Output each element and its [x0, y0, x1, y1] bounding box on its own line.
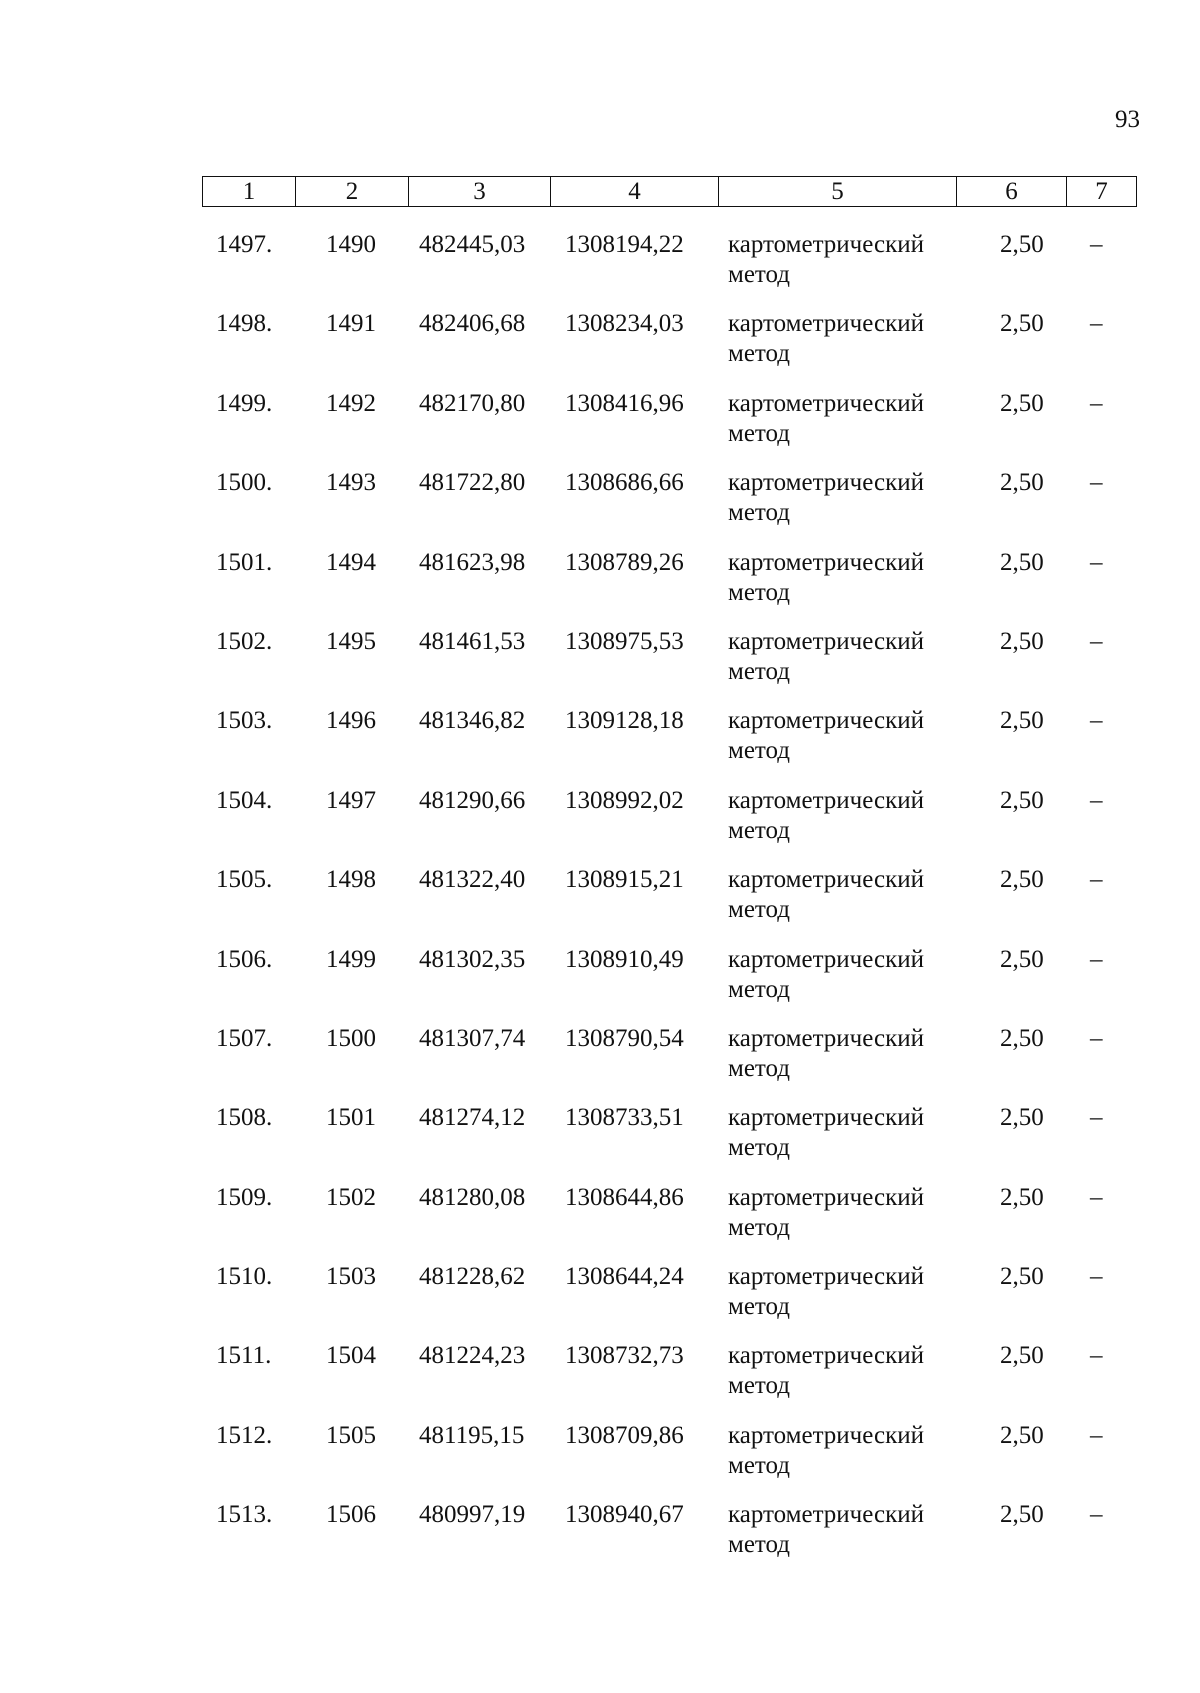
note-cell: –	[1090, 866, 1103, 894]
table-row	[0, 1341, 1200, 1420]
note-cell: –	[1090, 1263, 1103, 1291]
method-cell: картометрический метод	[728, 389, 924, 447]
method-cell: картометрический метод	[728, 310, 924, 368]
table-row	[0, 309, 1200, 388]
note-cell: –	[1090, 1183, 1103, 1211]
accuracy-cell: 2,50	[1000, 231, 1044, 258]
header-cell: 4	[551, 177, 719, 207]
point-number: 1506	[326, 1501, 376, 1529]
table-row	[0, 1183, 1200, 1262]
table-body	[0, 230, 1200, 1580]
note-cell: –	[1090, 627, 1103, 655]
row-number: 1502.	[216, 627, 273, 655]
note-cell: –	[1090, 786, 1103, 814]
point-number: 1492	[326, 389, 376, 417]
note-cell: –	[1090, 231, 1103, 258]
point-number: 1505	[326, 1421, 376, 1449]
method-cell: картометрический метод	[728, 1104, 924, 1162]
header-cell: 7	[1067, 177, 1137, 207]
header-cell: 3	[409, 177, 551, 207]
row-number: 1512.	[216, 1421, 273, 1449]
note-cell: –	[1090, 469, 1103, 497]
coordinate-x: 481274,12	[419, 1104, 526, 1132]
accuracy-cell: 2,50	[1000, 1183, 1044, 1211]
coordinate-y: 1308416,96	[565, 389, 684, 417]
method-cell: картометрический метод	[728, 548, 924, 606]
point-number: 1497	[326, 786, 376, 814]
coordinate-y: 1308940,67	[565, 1501, 684, 1529]
row-number: 1511.	[216, 1342, 272, 1370]
row-number: 1503.	[216, 707, 273, 735]
note-cell: –	[1090, 1104, 1103, 1132]
coordinate-y: 1308234,03	[565, 310, 684, 338]
row-number: 1513.	[216, 1501, 273, 1529]
note-cell: –	[1090, 389, 1103, 417]
point-number: 1502	[326, 1183, 376, 1211]
coordinate-y: 1308733,51	[565, 1104, 684, 1132]
coordinate-y: 1308644,24	[565, 1263, 684, 1291]
row-number: 1505.	[216, 866, 273, 894]
table-row	[0, 468, 1200, 547]
point-number: 1500	[326, 1024, 376, 1052]
accuracy-cell: 2,50	[1000, 1342, 1044, 1370]
method-cell: картометрический метод	[728, 231, 924, 288]
column-number-header	[202, 176, 1137, 207]
coordinate-x: 481302,35	[419, 945, 526, 973]
row-number: 1499.	[216, 389, 273, 417]
coordinate-y: 1308686,66	[565, 469, 684, 497]
coordinate-y: 1309128,18	[565, 707, 684, 735]
coordinate-y: 1308790,54	[565, 1024, 684, 1052]
method-cell: картометрический метод	[728, 1024, 924, 1082]
table-row	[0, 627, 1200, 706]
note-cell: –	[1090, 1421, 1103, 1449]
note-cell: –	[1090, 310, 1103, 338]
coordinate-x: 481195,15	[419, 1421, 525, 1449]
method-cell: картометрический метод	[728, 1342, 924, 1400]
coordinate-x: 481322,40	[419, 866, 526, 894]
point-number: 1490	[326, 231, 376, 258]
point-number: 1499	[326, 945, 376, 973]
accuracy-cell: 2,50	[1000, 389, 1044, 417]
row-number: 1509.	[216, 1183, 273, 1211]
note-cell: –	[1090, 548, 1103, 576]
method-cell: картометрический метод	[728, 627, 924, 685]
method-cell: картометрический метод	[728, 1421, 924, 1479]
coordinate-x: 482445,03	[419, 231, 526, 258]
coordinate-x: 482170,80	[419, 389, 526, 417]
point-number: 1496	[326, 707, 376, 735]
row-number: 1501.	[216, 548, 273, 576]
accuracy-cell: 2,50	[1000, 548, 1044, 576]
header-cell: 1	[203, 177, 296, 207]
accuracy-cell: 2,50	[1000, 1501, 1044, 1529]
accuracy-cell: 2,50	[1000, 945, 1044, 973]
coordinate-x: 481228,62	[419, 1263, 526, 1291]
method-cell: картометрический метод	[728, 945, 924, 1003]
method-cell: картометрический метод	[728, 1263, 924, 1321]
point-number: 1493	[326, 469, 376, 497]
coordinate-x: 481722,80	[419, 469, 526, 497]
row-number: 1497.	[216, 231, 273, 258]
coordinate-y: 1308194,22	[565, 231, 684, 258]
coordinate-y: 1308709,86	[565, 1421, 684, 1449]
row-number: 1507.	[216, 1024, 273, 1052]
coordinate-y: 1308910,49	[565, 945, 684, 973]
coordinate-x: 481346,82	[419, 707, 526, 735]
table-row	[0, 1024, 1200, 1103]
coordinate-y: 1308732,73	[565, 1342, 684, 1370]
coordinate-y: 1308915,21	[565, 866, 684, 894]
table-row	[0, 389, 1200, 468]
point-number: 1494	[326, 548, 376, 576]
coordinate-y: 1308975,53	[565, 627, 684, 655]
row-number: 1500.	[216, 469, 273, 497]
coordinate-y: 1308644,86	[565, 1183, 684, 1211]
point-number: 1495	[326, 627, 376, 655]
coordinate-y: 1308789,26	[565, 548, 684, 576]
row-number: 1510.	[216, 1263, 273, 1291]
coordinate-y: 1308992,02	[565, 786, 684, 814]
accuracy-cell: 2,50	[1000, 310, 1044, 338]
row-number: 1506.	[216, 945, 273, 973]
method-cell: картометрический метод	[728, 1501, 924, 1559]
table-row	[0, 786, 1200, 865]
coordinate-x: 481307,74	[419, 1024, 526, 1052]
header-cell: 6	[957, 177, 1067, 207]
method-cell: картометрический метод	[728, 786, 924, 844]
table-row	[0, 706, 1200, 785]
coordinate-x: 481461,53	[419, 627, 526, 655]
note-cell: –	[1090, 1024, 1103, 1052]
table-row	[0, 548, 1200, 627]
row-number: 1498.	[216, 310, 273, 338]
accuracy-cell: 2,50	[1000, 1104, 1044, 1132]
accuracy-cell: 2,50	[1000, 1263, 1044, 1291]
accuracy-cell: 2,50	[1000, 786, 1044, 814]
accuracy-cell: 2,50	[1000, 1421, 1044, 1449]
note-cell: –	[1090, 707, 1103, 735]
coordinate-x: 482406,68	[419, 310, 526, 338]
table-row	[0, 865, 1200, 944]
page-number: 93	[1115, 106, 1140, 133]
point-number: 1504	[326, 1342, 376, 1370]
header-cell: 2	[296, 177, 409, 207]
coordinate-x: 481280,08	[419, 1183, 526, 1211]
note-cell: –	[1090, 945, 1103, 973]
table-row	[0, 1421, 1200, 1500]
table-row	[0, 945, 1200, 1024]
note-cell: –	[1090, 1342, 1103, 1370]
method-cell: картометрический метод	[728, 469, 924, 527]
accuracy-cell: 2,50	[1000, 469, 1044, 497]
coordinate-x: 481224,23	[419, 1342, 526, 1370]
method-cell: картометрический метод	[728, 866, 924, 924]
row-number: 1504.	[216, 786, 273, 814]
method-cell: картометрический метод	[728, 707, 924, 765]
coordinate-x: 481623,98	[419, 548, 526, 576]
point-number: 1501	[326, 1104, 376, 1132]
row-number: 1508.	[216, 1104, 273, 1132]
point-number: 1503	[326, 1263, 376, 1291]
table-row	[0, 1500, 1200, 1579]
method-cell: картометрический метод	[728, 1183, 924, 1241]
table-row	[0, 230, 1200, 309]
header-cell: 5	[719, 177, 957, 207]
coordinate-x: 480997,19	[419, 1501, 526, 1529]
table-row	[0, 1262, 1200, 1341]
accuracy-cell: 2,50	[1000, 627, 1044, 655]
accuracy-cell: 2,50	[1000, 866, 1044, 894]
coordinate-x: 481290,66	[419, 786, 526, 814]
point-number: 1498	[326, 866, 376, 894]
point-number: 1491	[326, 310, 376, 338]
accuracy-cell: 2,50	[1000, 1024, 1044, 1052]
table-row	[0, 1103, 1200, 1182]
note-cell: –	[1090, 1501, 1103, 1529]
header-row	[203, 177, 1137, 207]
accuracy-cell: 2,50	[1000, 707, 1044, 735]
